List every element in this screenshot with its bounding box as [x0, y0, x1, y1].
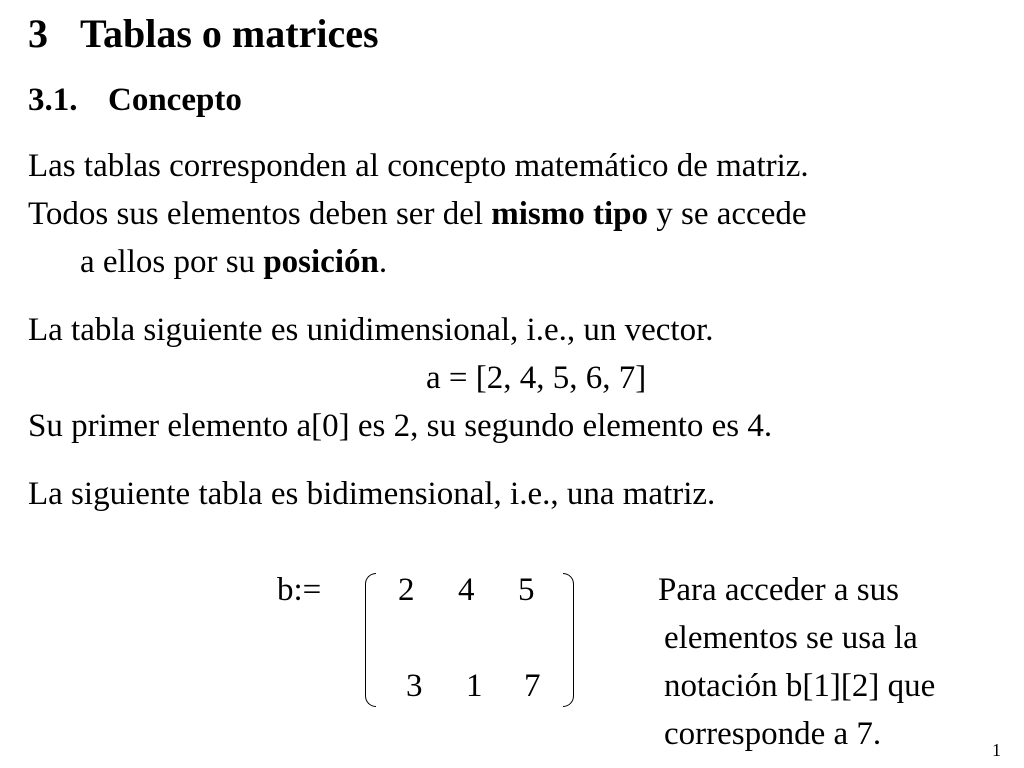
- matrix-cell: 7: [524, 668, 541, 704]
- matrix-cell: 3: [406, 668, 423, 704]
- vector-expression: a = [2, 4, 5, 6, 7]: [426, 360, 647, 396]
- side-note-line-1: Para acceder a sus: [658, 572, 899, 608]
- page-number: 1: [992, 740, 1001, 760]
- paragraph-2-line-3: Su primer elemento a[0] es 2, su segundo elemento es 4.: [28, 408, 773, 444]
- paragraph-2-line-1: La tabla siguiente es unidimensional, i.e., un vector.: [28, 312, 714, 348]
- side-note-line-2: elementos se usa la: [664, 620, 918, 656]
- section-number: 3: [28, 11, 48, 56]
- side-note-line-3: notación b[1][2] que: [664, 668, 936, 704]
- matrix-cell: 1: [466, 668, 483, 704]
- matrix-left-bracket: [365, 573, 376, 707]
- paragraph-1-line-1: Las tablas corresponden al concepto matemático de matriz.: [28, 148, 809, 184]
- matrix-cell: 4: [458, 572, 475, 608]
- bold-term-posicion: posición: [263, 244, 379, 280]
- matrix-cell: 2: [398, 572, 415, 608]
- bold-term-mismo-tipo: mismo tipo: [491, 196, 649, 232]
- matrix-right-bracket: [563, 573, 574, 707]
- text-segment: Todos sus elementos deben ser del: [28, 196, 492, 232]
- page-title: [28, 10, 379, 57]
- paragraph-3-line-1: La siguiente tabla es bidimensional, i.e., una matriz.: [28, 476, 716, 512]
- section-title: Tablas o matrices: [80, 11, 379, 56]
- matrix-label: b:=: [277, 572, 322, 608]
- subsection-number: 3.1.: [28, 82, 78, 118]
- subsection-title: Concepto: [108, 82, 242, 118]
- side-note-line-4: corresponde a 7.: [664, 716, 882, 752]
- text-segment: y se accede: [648, 196, 807, 232]
- paragraph-1-line-2: [28, 196, 807, 233]
- text-segment: a ellos por su: [80, 244, 264, 280]
- paragraph-1-line-3: [80, 244, 387, 281]
- subsection-heading: [28, 82, 242, 119]
- text-segment: .: [378, 244, 388, 280]
- matrix-cell: 5: [518, 572, 535, 608]
